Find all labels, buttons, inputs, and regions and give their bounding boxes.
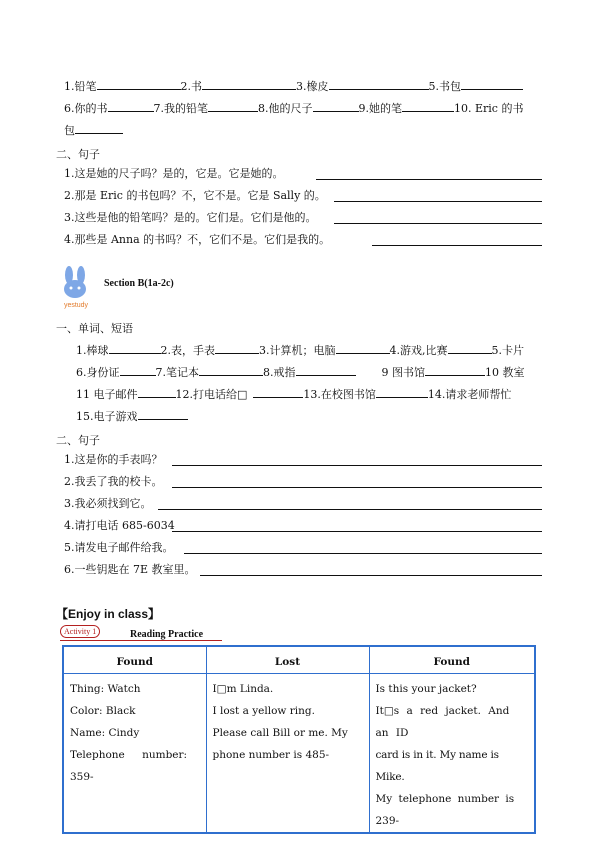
notice-line: card is in it. My name is Mike. bbox=[375, 749, 499, 783]
notice-line: I lost a yellow ring. bbox=[212, 705, 315, 717]
section-b-title: Section B(1a-2c) bbox=[104, 278, 174, 289]
sentence-a-3: 3.这些是他的铅笔吗？是的。它们是。它们是他的。 bbox=[64, 211, 317, 224]
sentence-a-2: 2.那是 Eric 的书包吗？不，它不是。它是 Sally 的。 bbox=[64, 189, 326, 202]
vocab-row-2: 6.你的书 7.我的铅笔 8.他的尺子 9.她的笔 10. Eric 的书 bbox=[64, 102, 524, 115]
sentence-b-1: 1.这是你的手表吗？ bbox=[64, 453, 163, 466]
answer-line-b-2[interactable] bbox=[172, 486, 542, 488]
table-header-row bbox=[63, 646, 535, 674]
answer-line-b-5[interactable] bbox=[184, 552, 542, 554]
notice-line: Please call Bill or me. My bbox=[212, 727, 348, 739]
vocab-heading-b: 一、单词、短语 bbox=[56, 322, 133, 335]
reading-practice-table bbox=[62, 645, 536, 834]
column-header: Found bbox=[63, 646, 206, 674]
sentence-a-4: 4.那些是 Anna 的书吗？不，它们不是。它们是我的。 bbox=[64, 233, 331, 246]
found-notice-2 bbox=[369, 674, 535, 834]
answer-line-a-4[interactable] bbox=[372, 244, 542, 246]
vocab-b-row-2: 6.身份证 7.笔记本 8.戒指 9 图书馆 10 教室 bbox=[76, 366, 525, 379]
table-body-row bbox=[63, 674, 535, 834]
notice-line: Telephone number: 359- bbox=[70, 749, 188, 783]
vocab-row-3: 包 bbox=[64, 122, 123, 139]
vocab-b-row-4: 15.电子游戏 bbox=[76, 408, 188, 425]
reading-practice-title: Reading Practice bbox=[130, 629, 204, 640]
found-notice-1 bbox=[63, 674, 206, 834]
notice-line: Thing: Watch bbox=[70, 683, 141, 695]
sentence-b-2: 2.我丢了我的校卡。 bbox=[64, 475, 163, 488]
vocab-b-row-1: 1.棒球 2.表，手表 3.计算机；电脑 4.游戏,比赛 5.卡片 bbox=[76, 344, 524, 357]
answer-line-a-2[interactable] bbox=[334, 200, 542, 202]
vocab-b-row-3: 11 电子邮件 12.打电话给□ 13.在校图书馆 14.请求老师帮忙 bbox=[76, 388, 512, 401]
sentences-heading-b: 二、句子 bbox=[56, 434, 100, 447]
sentence-a-1: 1.这是她的尺子吗？是的，它是。它是她的。 bbox=[64, 167, 284, 180]
answer-line-b-3[interactable] bbox=[158, 508, 542, 510]
notice-line: Color: Black bbox=[70, 705, 136, 717]
answer-line-b-6[interactable] bbox=[200, 574, 542, 576]
vocab-row-1: 1.铅笔 2.书 3.橡皮 5.书包 bbox=[64, 78, 523, 95]
answer-line-a-3[interactable] bbox=[334, 222, 542, 224]
column-header: Found bbox=[369, 646, 535, 674]
notice-line: Name: Cindy bbox=[70, 727, 140, 739]
activity-1-badge: Activity 1 bbox=[60, 625, 100, 638]
notice-line: Is this your jacket? bbox=[375, 683, 477, 695]
activity-underline bbox=[60, 640, 222, 641]
answer-line-a-1[interactable] bbox=[316, 178, 542, 180]
notice-line: My telephone number is 239- bbox=[375, 793, 515, 827]
lost-notice bbox=[206, 674, 369, 834]
answer-line-b-1[interactable] bbox=[172, 464, 542, 466]
sentence-b-5: 5.请发电子邮件给我。 bbox=[64, 541, 174, 554]
notice-line: I□m Linda. bbox=[212, 683, 274, 695]
sentence-b-4: 4.请打电话 685-6034 bbox=[64, 519, 175, 532]
sentence-b-6: 6.一些钥匙在 7E 教室里。 bbox=[64, 563, 196, 576]
notice-line: It□s a red jacket. And an ID bbox=[375, 705, 510, 739]
logo-wordmark: yestudy bbox=[63, 302, 89, 309]
sentence-b-3: 3.我必须找到它。 bbox=[64, 497, 152, 510]
enjoy-in-class-title: 【Enjoy in class】 bbox=[56, 607, 161, 621]
notice-line: phone number is 485- bbox=[212, 749, 330, 761]
column-header: Lost bbox=[206, 646, 369, 674]
sentences-heading-a: 二、句子 bbox=[56, 148, 100, 161]
answer-line-b-4[interactable] bbox=[172, 530, 542, 532]
bunny-logo-icon bbox=[54, 266, 98, 310]
